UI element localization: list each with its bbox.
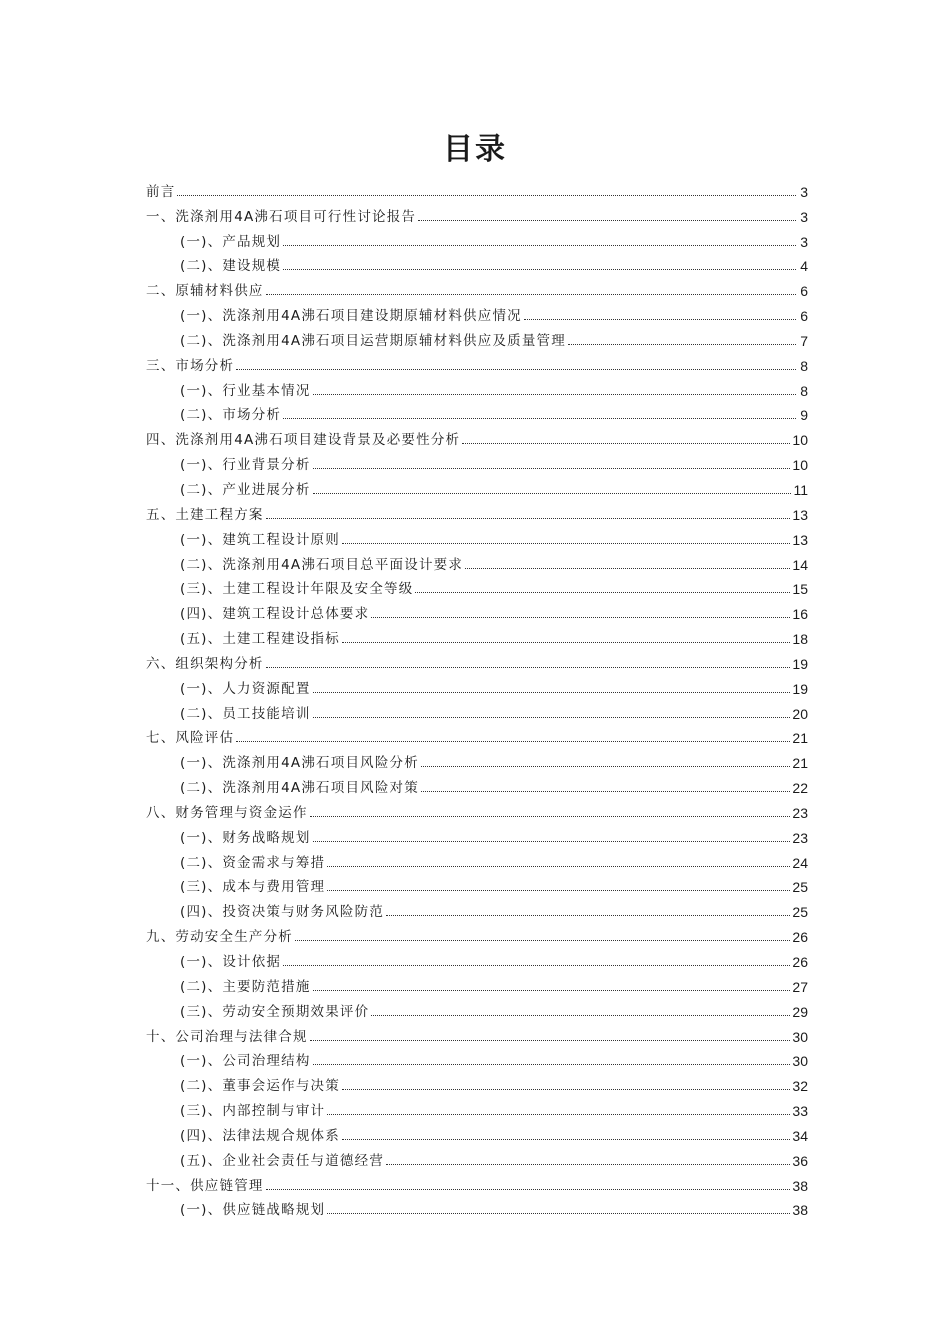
toc-entry-label: (二)、资金需求与筹措: [180, 854, 326, 871]
toc-entry-label: 一、洗涤剂用4A沸石项目可行性讨论报告: [146, 208, 417, 225]
toc-section-entry[interactable]: [146, 300, 808, 325]
toc-page-number: 15: [792, 581, 808, 598]
toc-title: 目录: [443, 132, 507, 167]
toc-page-number: 33: [792, 1103, 808, 1120]
toc-dot-leader: [421, 791, 790, 792]
toc-page-number: 20: [792, 705, 808, 722]
toc-section-entry[interactable]: [146, 996, 808, 1021]
toc-entry-label: (一)、财务战略规划: [180, 829, 311, 846]
toc-chapter-entry[interactable]: [146, 350, 808, 375]
toc-dot-leader: [386, 915, 790, 916]
toc-page-number: 18: [792, 631, 808, 648]
toc-page-number: 19: [792, 680, 808, 697]
toc-chapter-entry[interactable]: [146, 648, 808, 673]
toc-page-number: 14: [792, 556, 808, 573]
toc-section-entry[interactable]: [146, 872, 808, 897]
toc-section-entry[interactable]: [146, 1095, 808, 1120]
toc-dot-leader: [283, 245, 796, 246]
toc-entry-label: 二、原辅材料供应: [146, 283, 264, 300]
toc-page-number: 9: [800, 407, 808, 424]
toc-dot-leader: [327, 1114, 790, 1115]
toc-dot-leader: [462, 443, 790, 444]
toc-page-number: 8: [800, 382, 808, 399]
toc-section-entry[interactable]: [146, 226, 808, 251]
toc-entry-label: 九、劳动安全生产分析: [146, 929, 293, 946]
toc-entry-label: (二)、主要防范措施: [180, 978, 311, 995]
toc-entry-label: 四、洗涤剂用4A沸石项目建设背景及必要性分析: [146, 432, 461, 449]
toc-section-entry[interactable]: [146, 574, 808, 599]
toc-entry-label: (四)、建筑工程设计总体要求: [180, 606, 370, 623]
toc-dot-leader: [310, 1040, 791, 1041]
toc-entry-label: (四)、投资决策与财务风险防范: [180, 904, 385, 921]
toc-entry-label: (二)、市场分析: [180, 407, 282, 424]
toc-entry-label: 七、风险评估: [146, 730, 235, 747]
toc-chapter-entry[interactable]: [146, 723, 808, 748]
toc-entry-label: (一)、人力资源配置: [180, 680, 311, 697]
toc-section-entry[interactable]: [146, 946, 808, 971]
toc-page-number: 34: [792, 1127, 808, 1144]
toc-chapter-entry[interactable]: [146, 797, 808, 822]
toc-section-entry[interactable]: [146, 896, 808, 921]
toc-page-number: 26: [792, 929, 808, 946]
toc-page-number: 22: [792, 780, 808, 797]
toc-section-entry[interactable]: [146, 598, 808, 623]
toc-dot-leader: [295, 940, 790, 941]
toc-page-number: 38: [792, 1177, 808, 1194]
toc-page-number: 38: [792, 1202, 808, 1219]
toc-page-number: 25: [792, 879, 808, 896]
toc-entry-label: (一)、公司治理结构: [180, 1053, 311, 1070]
toc-dot-leader: [177, 195, 796, 196]
toc-page-number: 24: [792, 854, 808, 871]
toc-chapter-entry[interactable]: [146, 1021, 808, 1046]
toc-section-entry[interactable]: [146, 400, 808, 425]
toc-page-number: 3: [800, 208, 808, 225]
toc-page-number: 21: [792, 730, 808, 747]
toc-dot-leader: [313, 717, 791, 718]
toc-entry-label: 六、组织架构分析: [146, 655, 264, 672]
toc-dot-leader: [342, 1089, 790, 1090]
toc-chapter-entry[interactable]: [146, 201, 808, 226]
toc-page-number: 27: [792, 978, 808, 995]
toc-section-entry[interactable]: [146, 1046, 808, 1071]
toc-entry-label: (一)、洗涤剂用4A沸石项目建设期原辅材料供应情况: [180, 308, 522, 325]
toc-dot-leader: [313, 1064, 791, 1065]
toc-entry-label: (三)、内部控制与审计: [180, 1103, 326, 1120]
toc-dot-leader: [386, 1164, 790, 1165]
toc-entry-label: (一)、产品规划: [180, 233, 282, 250]
toc-page-number: 7: [800, 332, 808, 349]
toc-entry-label: (二)、员工技能培训: [180, 705, 311, 722]
toc-entry-label: (一)、设计依据: [180, 954, 282, 970]
toc-entry-label: (二)、洗涤剂用4A沸石项目总平面设计要求: [180, 556, 464, 573]
toc-page-number: 6: [800, 308, 808, 325]
toc-entry-label: (一)、行业背景分析: [180, 457, 311, 474]
toc-dot-leader: [310, 816, 791, 817]
toc-chapter-entry[interactable]: [146, 921, 808, 946]
toc-entry-label: (二)、产业进展分析: [180, 481, 311, 498]
toc-section-entry[interactable]: [146, 449, 808, 474]
toc-section-entry[interactable]: [146, 474, 808, 499]
toc-dot-leader: [236, 369, 796, 370]
toc-entry-label: (三)、土建工程设计年限及安全等级: [180, 581, 414, 598]
toc-page-number: 21: [792, 755, 808, 772]
toc-page-number: 26: [792, 954, 808, 970]
toc-dot-leader: [342, 543, 790, 544]
toc-entry-label: 五、土建工程方案: [146, 506, 264, 523]
toc-entry-label: (二)、建设规模: [180, 258, 282, 275]
toc-entry-label: 十、公司治理与法律合规: [146, 1028, 308, 1045]
toc-entry-label: 三、市场分析: [146, 357, 235, 374]
toc-page-number: 4: [800, 258, 808, 275]
toc-entry-label: 八、财务管理与资金运作: [146, 804, 308, 821]
toc-entry-label: (三)、劳动安全预期效果评价: [180, 1003, 370, 1020]
toc-page-number: 13: [792, 531, 808, 548]
toc-dot-leader: [283, 418, 796, 419]
toc-dot-leader: [313, 692, 791, 693]
toc-dot-leader: [568, 344, 796, 345]
toc-dot-leader: [421, 766, 790, 767]
toc-dot-leader: [342, 1139, 790, 1140]
toc-page-number: 25: [792, 904, 808, 921]
toc-page-number: 30: [792, 1028, 808, 1045]
toc-dot-leader: [327, 890, 790, 891]
toc-dot-leader: [266, 518, 791, 519]
toc-section-entry[interactable]: [146, 772, 808, 797]
toc-dot-leader: [418, 220, 796, 221]
toc-section-entry[interactable]: [146, 251, 808, 276]
toc-entry-label: (四)、法律法规合规体系: [180, 1127, 340, 1144]
toc-page-number: 23: [792, 829, 808, 846]
toc-section-entry[interactable]: [146, 847, 808, 872]
toc-entry-label: (一)、建筑工程设计原则: [180, 531, 340, 548]
toc-page-number: 23: [792, 804, 808, 821]
toc-chapter-entry[interactable]: [146, 424, 808, 449]
toc-section-entry[interactable]: [146, 971, 808, 996]
toc-chapter-entry[interactable]: [146, 499, 808, 524]
toc-page-number: 19: [792, 655, 808, 672]
toc-section-entry[interactable]: [146, 747, 808, 772]
toc-dot-leader: [524, 319, 796, 320]
toc-dot-leader: [371, 617, 790, 618]
toc-section-entry[interactable]: [146, 375, 808, 400]
toc-page-number: 16: [792, 606, 808, 623]
toc-entry-label: 前言: [146, 183, 176, 200]
toc-dot-leader: [313, 841, 791, 842]
toc-entry-label: (五)、企业社会责任与道德经营: [180, 1152, 385, 1169]
toc-page-number: 11: [793, 481, 808, 498]
toc-entry-label: (五)、土建工程建设指标: [180, 631, 340, 648]
toc-page-number: 32: [792, 1078, 808, 1095]
toc-chapter-entry[interactable]: [146, 1170, 808, 1195]
toc-dot-leader: [465, 568, 790, 569]
toc-chapter-entry[interactable]: [146, 275, 808, 300]
toc-dot-leader: [313, 468, 791, 469]
toc-dot-leader: [283, 269, 796, 270]
toc-page-number: 8: [800, 357, 808, 374]
toc-section-entry[interactable]: [146, 1120, 808, 1145]
toc-dot-leader: [236, 741, 790, 742]
toc-dot-leader: [266, 294, 796, 295]
toc-dot-leader: [266, 1189, 791, 1190]
toc-dot-leader: [342, 642, 790, 643]
toc-dot-leader: [327, 866, 790, 867]
toc-entry-label: (二)、洗涤剂用4A沸石项目运营期原辅材料供应及质量管理: [180, 332, 566, 349]
toc-dot-leader: [327, 1213, 790, 1214]
toc-dot-leader: [313, 394, 796, 395]
toc-section-entry[interactable]: [146, 524, 808, 549]
toc-entry-label: (二)、董事会运作与决策: [180, 1078, 340, 1095]
toc-dot-leader: [371, 1015, 790, 1016]
toc-section-entry[interactable]: [146, 822, 808, 847]
toc-dot-leader: [313, 493, 792, 494]
toc-dot-leader: [283, 965, 790, 966]
toc-page-number: 13: [792, 506, 808, 523]
toc-entry-label: 十一、供应链管理: [146, 1177, 264, 1194]
toc-chapter-entry[interactable]: [146, 176, 808, 201]
toc-entry-label: (一)、供应链战略规划: [180, 1202, 326, 1219]
toc-page-number: 36: [792, 1152, 808, 1169]
toc-page-number: 30: [792, 1053, 808, 1070]
toc-section-entry[interactable]: [146, 623, 808, 648]
toc-section-entry[interactable]: [146, 1195, 808, 1220]
toc-page-number: 3: [800, 183, 808, 200]
toc-section-entry[interactable]: [146, 673, 808, 698]
toc-dot-leader: [313, 990, 791, 991]
toc-section-entry[interactable]: [146, 698, 808, 723]
toc-section-entry[interactable]: [146, 549, 808, 574]
toc-page-number: 3: [800, 233, 808, 250]
toc-page-number: 10: [792, 432, 808, 449]
toc-entry-label: (三)、成本与费用管理: [180, 879, 326, 896]
toc-page-number: 10: [792, 457, 808, 474]
toc-entry-label: (一)、行业基本情况: [180, 382, 311, 399]
toc-section-entry[interactable]: [146, 325, 808, 350]
toc-entry-label: (一)、洗涤剂用4A沸石项目风险分析: [180, 755, 419, 772]
toc-section-entry[interactable]: [146, 1145, 808, 1170]
toc-dot-leader: [415, 592, 790, 593]
toc-dot-leader: [266, 667, 791, 668]
toc-entry-label: (二)、洗涤剂用4A沸石项目风险对策: [180, 780, 419, 797]
toc-page-number: 29: [792, 1003, 808, 1020]
table-of-contents: [146, 176, 808, 1219]
toc-page-number: 6: [800, 283, 808, 300]
toc-section-entry[interactable]: [146, 1070, 808, 1095]
